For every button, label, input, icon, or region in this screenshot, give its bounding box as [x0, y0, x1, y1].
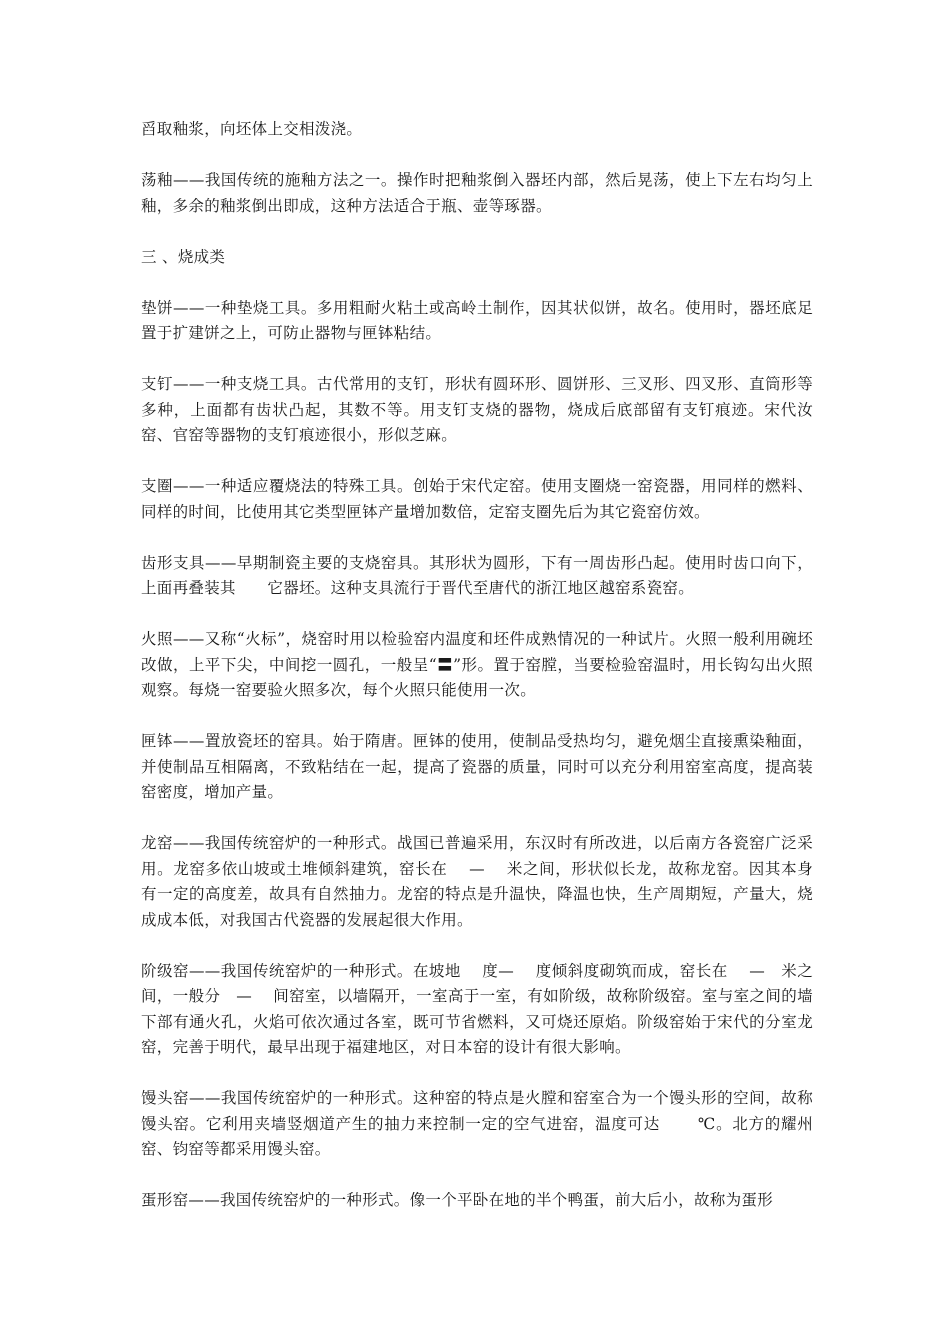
entry-zhiquan: 支圈——一种适应覆烧法的特殊工具。创始于宋代定窑。使用支圈烧一窑瓷器，用同样的燃料、同样的时间，比使用其它类型匣钵产量增加数倍，定窑支圈先后为其它瓷窑仿效。 [141, 477, 813, 521]
entry-huozhao: 火照——又称“火标”，烧窑时用以检验窑内温度和坯件成熟情况的一种试片。火照一般利用碗坯改做，上平下尖，中间挖一圆孔，一般呈“〓”形。置于窑膛，当要检验窑温时，用长钩勾出火照观察。每烧一窑要验火照多次，每个火照只能使用一次。 [141, 630, 813, 699]
entry-zhiding: 支钉——一种支烧工具。古代常用的支钉，形状有圆环形、圆饼形、三叉形、四叉形、直筒形等多种，上面都有齿状凸起，其数不等。用支钉支烧的器物，烧成后底部留有支钉痕迹。宋代汝窑、官窑等器物的支钉痕迹很小，形似芝麻。 [141, 375, 813, 444]
entry-jieji-yao: 阶级窑——我国传统窑炉的一种形式。在坡地 度— 度倾斜度砌筑而成，窑长在 — 米之间，一般分 — 间窑室，以墙隔开，一室高于一室，有如阶级，故称阶级窑。室与室之间的墙下部有通火孔，火焰可依次通过各室，既可节省燃料，又可烧还原焰。阶级窑始于宋代的分室龙窑，完善于明代，最早出现于福建地区，对日本窑的设计有很大影响。 [141, 961, 813, 1056]
entry-longyao: 龙窑——我国传统窑炉的一种形式。战国已普遍采用，东汉时有所改进，以后南方各瓷窑广泛采用。龙窑多依山坡或土堆倾斜建筑，窑长在 — 米之间，形状似长龙，故称龙窑。因其本身有一定的高度差，故具有自然抽力。龙窑的特点是升温快，降温也快，生产周期短，产量大，烧成成本低，对我国古代瓷器的发展起很大作用。 [141, 834, 813, 929]
entry-danxing-yao: 蛋形窑——我国传统窑炉的一种形式。像一个平卧在地的半个鸭蛋，前大后小，故称为蛋形 [141, 1191, 774, 1209]
paragraph-glaze-pouring-end: 舀取釉浆，向坯体上交相泼浇。 [141, 120, 363, 138]
entry-dianbing: 垫饼——一种垫烧工具。多用粗耐火粘土或高岭土制作，因其状似饼，故名。使用时，器坯底足置于扩建饼之上，可防止器物与匣钵粘结。 [141, 298, 813, 342]
entry-chixing-zhiju: 齿形支具——早期制瓷主要的支烧窑具。其形状为圆形，下有一周齿形凸起。使用时齿口向下，上面再叠装其 它器坯。这种支具流行于晋代至唐代的浙江地区越窑系瓷窑。 [141, 553, 813, 597]
section-heading-firing: 三 、烧成类 [141, 247, 226, 266]
paragraph-swirl-glazing: 荡釉——我国传统的施釉方法之一。操作时把釉浆倒入器坯内部，然后晃荡，使上下左右均匀上釉，多余的釉浆倒出即成，这种方法适合于瓶、壶等琢器。 [141, 171, 813, 215]
document-body [141, 117, 813, 1239]
entry-xiabo: 匣钵——置放瓷坯的窑具。始于隋唐。匣钵的使用，使制品受热均匀，避免烟尘直接熏染釉面，并使制品互相隔离，不致粘结在一起，提高了瓷器的质量，同时可以充分利用窑室高度，提高装窑密度，增加产量。 [141, 732, 813, 801]
entry-mantou-yao: 馒头窑——我国传统窑炉的一种形式。这种窑的特点是火膛和窑室合为一个馒头形的空间，故称馒头窑。它利用夹墙竖烟道产生的抽力来控制一定的空气进窑，温度可达 ℃。北方的耀州窑、钧窑等都采用馒头窑。 [141, 1089, 813, 1158]
